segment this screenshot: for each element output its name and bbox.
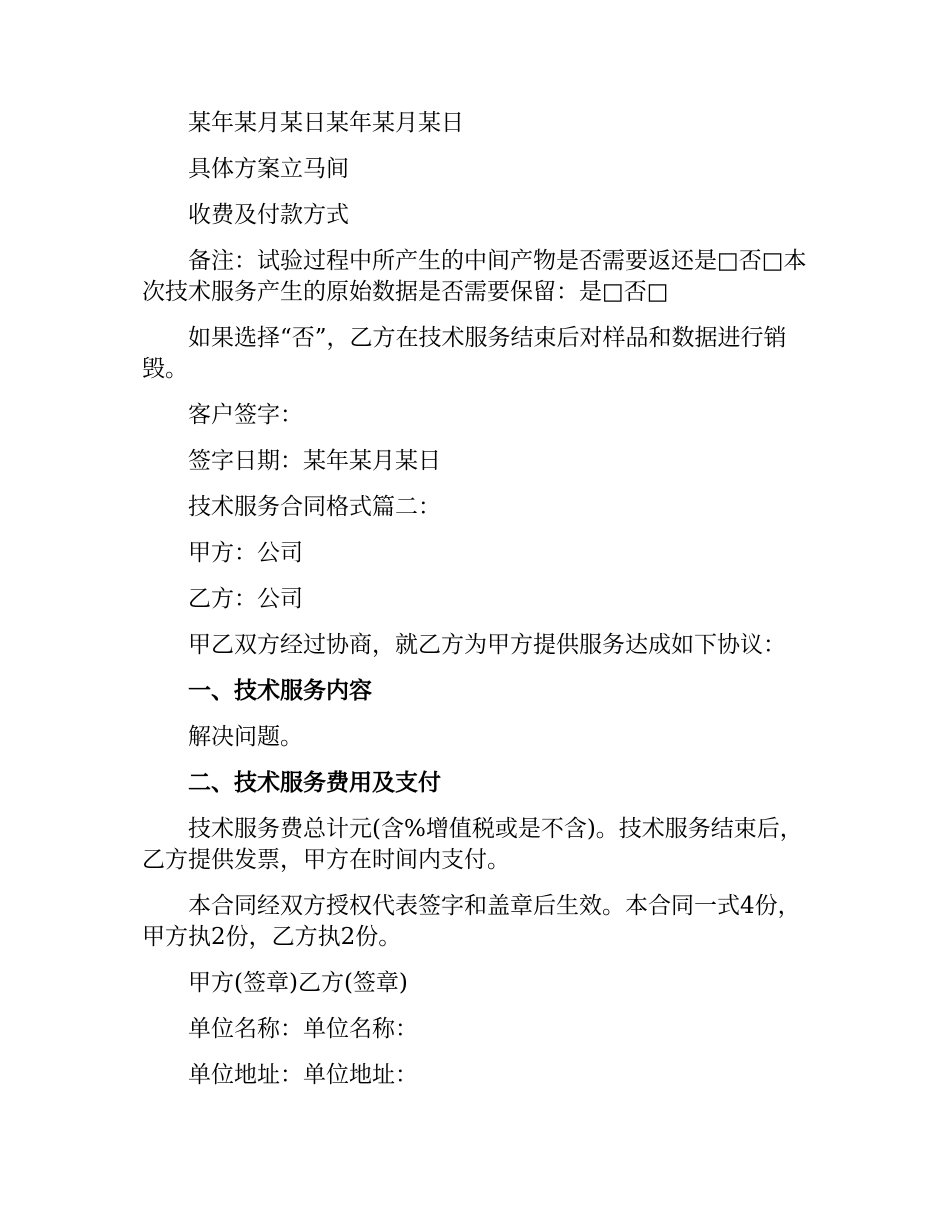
- paragraph: 签字日期：某年某月某日: [188, 448, 441, 474]
- paragraph: 如果选择“否”，乙方在技术服务结束后对样品和数据进行销毁。: [142, 325, 787, 382]
- paragraph: 客户签字：: [188, 402, 303, 428]
- paragraph: 甲方(签章)乙方(签章): [188, 970, 408, 996]
- paragraph: 乙方：公司: [188, 586, 303, 612]
- paragraph: 单位名称：单位名称：: [188, 1016, 418, 1042]
- section-heading: 一、技术服务内容: [188, 678, 372, 704]
- paragraph: 备注：试验过程中所产生的中间产物是否需要返还是□否□本次技术服务产生的原始数据是否需要保留：是□否□: [142, 248, 807, 305]
- paragraph: 收费及付款方式: [188, 202, 349, 228]
- paragraph: 技术服务合同格式篇二：: [188, 494, 441, 520]
- paragraph: 单位地址：单位地址：: [188, 1062, 418, 1088]
- paragraph: 本合同经双方授权代表签字和盖章后生效。本合同一式4份，甲方执2份，乙方执2份。: [142, 893, 801, 950]
- paragraph: 具体方案立马间: [188, 156, 349, 182]
- paragraph: 某年某月某日某年某月某日: [188, 110, 464, 136]
- paragraph: 甲方：公司: [188, 540, 303, 566]
- paragraph: 技术服务费总计元(含%增值税或是不含)。技术服务结束后，乙方提供发票，甲方在时间内支付。: [142, 816, 803, 873]
- paragraph: 解决问题。: [188, 724, 303, 750]
- paragraph: 甲乙双方经过协商，就乙方为甲方提供服务达成如下协议：: [188, 632, 786, 658]
- section-heading: 二、技术服务费用及支付: [188, 770, 441, 796]
